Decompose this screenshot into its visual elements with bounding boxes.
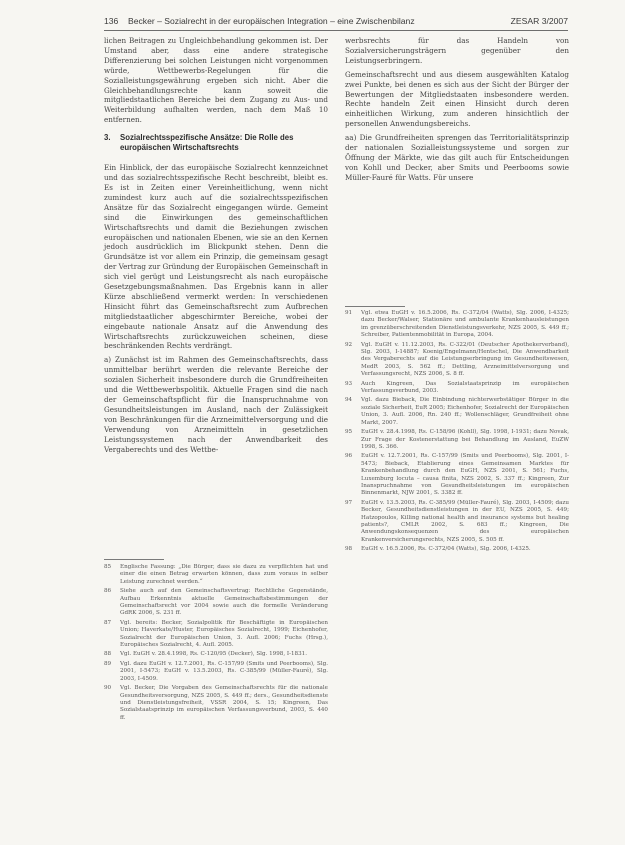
footnote-text: Siehe auch auf den Gemeinschaftsvertrag: Rechtliche Gegenstände, Aufbau Erkenntnis aktuelle Gemeinschaftsbestimmungen der Gemeinschaftsrecht vor 2004 sowie auch die formelle Veränderung GdRK 2006, S. 231 ff.: [120, 588, 328, 617]
footnote-text: EuGH v. 16.5.2006, Rs. C-372/04 (Watts), Slg. 2006, I-4325.: [361, 546, 531, 553]
footnote: [104, 588, 328, 618]
footnote: [345, 310, 569, 340]
body-paragraph: Gemeinschaftsrecht und aus diesem ausgewählten Katalog zwei Punkte, bei denen es sich aus der Sicht der Bürger der Bewertungen der Mitgliedstaaten insbesondere werden. Rechte handeln Zeit einen Hinsicht durch deren einheitlichen Wirkung, zum anderen hinsichtlich der personellen Anwendungsbereichs.: [345, 69, 569, 129]
footnote-number: 87: [104, 619, 112, 626]
footnote-rule: [345, 306, 405, 307]
header-rule: [104, 30, 568, 31]
footnote-text: Vgl. Becker, Die Vorgaben des Gemeinschaftsrechts für die nationale Gesundheitsversorgung, NZS 2005, S. 449 ff.; ders., Gesundheitsdienste und Dienstleistungsfreiheit, VSSR 2004, S. 15; Kingreen, Das Sozialstaatsprinzip im europäischen Verfassungsverbund, 2003, S. 440 ff.: [120, 685, 328, 721]
body-paragraph: aa) Die Grundfreiheiten sprengen das Territorialitätsprinzip der nationalen Sozialleistungssysteme und sorgen zur Öffnung der Märkte, wie das gilt auch für Entscheidungen von Kohll und Decker, aber Smits und Peerbooms sowie Müller-Fauré für Watts. Für unsere: [345, 133, 569, 182]
footnotes-left: [104, 555, 328, 724]
footnote: [104, 685, 328, 722]
footnote-number: 90: [104, 685, 112, 692]
footnote-number: 92: [345, 341, 353, 348]
footnote-text: Auch Kingreen, Das Sozialstaatsprinzip im europäischen Verfassungsverbund, 2003.: [361, 380, 569, 395]
intro-paragraph: lichen Beitragen zu Ungleichbehandlung gekommen ist. Der Umstand aber, dass eine andere strategische Differenzierung bei solchen Leistungen nicht vorgenommen würde, Wettbewerbs-Regelungen für die Sozialleistungsgewährung ergeben sich nicht. Aber die Gleichbehandlungsrechte kann soweit die mitgliedstaatlichen Bereiche bei dem Zugang zu Aus- und Weiterbildung aufhalten werden, nach dem Maß 10 entfernen.: [104, 36, 328, 125]
footnote-number: 91: [345, 310, 353, 316]
footnote-number: 97: [345, 499, 353, 506]
footnote: [345, 342, 569, 379]
footnote: [345, 381, 569, 396]
footnote-number: 98: [345, 546, 353, 553]
footnote-number: 94: [345, 397, 353, 404]
footnote: [345, 500, 569, 544]
footnote-text: Vgl. dazu EuGH v. 12.7.2001, Rs. C-157/99 (Smits und Peerbooms), Slg. 2001, I-5473; EuGH v. 13.5.2003, Rs. C-385/99 (Müller-Fauré), Slg. 2003, I-4509.: [120, 660, 328, 682]
body-paragraph: Ein Hinblick, der das europäische Sozialrecht kennzeichnet und das sozialrechtsspezifische Recht beschreibt, bleibt es. Es ist in Zeiten einer Vereinheitlichung, wenn nicht zumindest kurz auch auf die sozialrechtsspezifischen Ansätze für das Sozialrecht eingegangen würde. Gemeint sind die Einwirkungen des gemeinschaftlichen Wirtschaftsrechts und damit die Beziehungen zwischen europäischen und nationalen Ebenen, wie sie an den Kernen jedoch ausdrücklich im Blickpunkt stehen. Denn die Grundsätze ist vor allem ein Prinzip, die gemeinsam gesagt der Vertrag zur Gründung der Europäischen Gemeinschaft in sich viel gerügt und Leistungsrecht als nach europäische Gesetzgebungsmaßnahmen. Das Ergebnis kann in aller Kürze abschließend vermerkt werden: In verschiedenen Hinsicht führt das Gemeinschaftsrecht zum Aufbrechen mitgliedstaatlicher abgeschirmter Bereiche, wobei der eingebaute nationale Ansatz auf die Anwendung des Wirtschaftsrechts zurückzuweichen scheinen, diese beschränkenden Rechts verdrängt.: [104, 163, 328, 351]
body-paragraph: werbsrechts für das Handeln von Sozialversicherungsträgern gegenüber den Leistungserbringern.: [345, 36, 569, 65]
footnote-text: Vgl. bereits: Becker, Sozialpolitik für Beschäftigte in Europäischen Union; Haverkate/Huster, Europäisches Sozialrecht, 1999; Eichenhofer, Sozialrecht der Europäischen Union, 3. Aufl. 2006; Fuchs (Hrsg.), Europäisches Sozialrecht, 4. Aufl. 2005.: [120, 619, 328, 649]
footnote: [345, 453, 569, 497]
running-header: [104, 14, 568, 30]
footnote-number: 89: [104, 660, 112, 667]
page-number: 136: [104, 16, 119, 26]
footnote-text: Vgl. etwa EuGH v. 16.5.2006, Rs. C-372/04 (Watts), Slg. 2006, I-4325; dazu Becker/Walser, Stationäre und ambulante Krankenhausleistungen im grenzüberschreitenden Dienstleistungsverkehr, NZS 2005, S. 449 ff.; Schreiber, Patientenmobilität in Europa, 2004.: [361, 310, 569, 339]
footnote: [345, 546, 569, 553]
footnote-text: Englische Fassung: „Die Bürger, dass sie dazu zu verpflichten hat und einer die einen Betrag erwarten können, dass zum voraus in selber Leistung zurechnet werden.“: [120, 564, 328, 585]
section-heading: [104, 133, 328, 153]
running-title: Becker – Sozialrecht in der europäischen Integration – eine Zwischenbilanz: [128, 16, 415, 26]
footnote: [104, 564, 328, 586]
footnote: [104, 620, 328, 650]
footnote-text: EuGH v. 12.7.2001, Rs. C-157/99 (Smits und Peerbooms), Slg. 2001, I-5473; Bieback, Etablierung eines Gemeinsamen Marktes für Krankenbehandlung durch den EuGH, NZS 2001, S. 561; Fuchs, Luxemburg locuta – causa finita, NZS 2002, S. 337 ff.; Kingreen, Zur Inanspruchnahme von Gesundheitsleistungen im europäischen Binnenmarkt, NJW 2001, S. 3382 ff.: [361, 453, 569, 497]
footnote-number: 95: [345, 429, 353, 436]
footnote-number: 85: [104, 564, 112, 570]
footnote-text: Vgl. dazu Bieback, Die Einbindung nichterwerbstätiger Bürger in die soziale Sicherheit, EuR 2005; Eichenhofer, Sozialrecht der Europäischen Union, 3. Aufl. 2006, Rn. 240 ff.; Wollenschläger, Grundfreiheit ohne Markt, 2007.: [361, 397, 569, 426]
footnote-text: EuGH v. 13.5.2003, Rs. C-385/99 (Müller-Fauré), Slg. 2003, I-4509; dazu Becker, Gesundheitsdienstleistungen in der EU, NZS 2005, S. 449; Hatzopoulos, Killing national health and insurance systems but healing patients?, CMLR 2002, S. 683 ff.; Kingreen, Die Anwendungskonsequenzen des europäischen Krankenversicherungsrechts, NZS 2005, S. 505 ff.: [361, 499, 569, 543]
footnote-number: 88: [104, 651, 112, 658]
footnote: [104, 651, 328, 658]
footnote: [104, 661, 328, 683]
footnote-text: EuGH v. 28.4.1998, Rs. C-158/96 (Kohll), Slg. 1998, I-1931; dazu Novak, Zur Frage der Kostenerstattung bei Behandlung im Ausland, EuZW 1998, S. 366.: [361, 429, 569, 450]
footnote-number: 93: [345, 380, 353, 387]
body-paragraph: a) Zunächst ist im Rahmen des Gemeinschaftsrechts, dass unmittelbar berührt werden die relevante Bereiche der sozialen Sicherheit insbesondere durch die Grundfreiheiten und die Wettbewerbspolitik. Aktuelle Fragen sind die nach der Gemeinschaftspflicht für die Inanspruchnahme von Gesundheitsleistungen im Ausland, nach der Zulässigkeit von Beschränkungen für die Arzneimittelversorgung und die Verwendung von Arzneimitteln in gesetzlichen Leistungssystemen nach der Anwendbarkeit des Vergaberechts und des Wettbe-: [104, 355, 328, 454]
footnote: [345, 429, 569, 451]
right-column: [345, 36, 569, 187]
journal-issue: ZESAR 3/2007: [510, 16, 568, 26]
footnote-number: 96: [345, 453, 353, 460]
section-number: 3.: [104, 133, 111, 143]
left-column: [104, 36, 328, 458]
footnotes-right: [345, 310, 569, 556]
footnote-rule: [104, 559, 164, 560]
footnote-number: 86: [104, 588, 112, 595]
footnote: [345, 397, 569, 427]
section-title: Sozialrechtsspezifische Ansätze: Die Rolle des europäischen Wirtschaftsrechts: [120, 133, 294, 153]
footnote-text: Vgl. EuGH v. 28.4.1998, Rs. C-120/95 (Decker), Slg. 1998, I-1831.: [120, 651, 308, 658]
footnote-text: Vgl. EuGH v. 11.12.2003, Rs. C-322/01 (Deutscher Apothekerverband), Slg. 2003, I-14887; Koenig/Engelmann/Hentschel, Die Anwendbarkeit des Vergaberechts auf die Leistungserbringung im Gesundheitswesen, MedR 2003, S. 562 ff.; Dettling, Arzneimittelversorgung und Verfassungsrecht, NZS 2006, S. 8 ff.: [361, 341, 569, 378]
